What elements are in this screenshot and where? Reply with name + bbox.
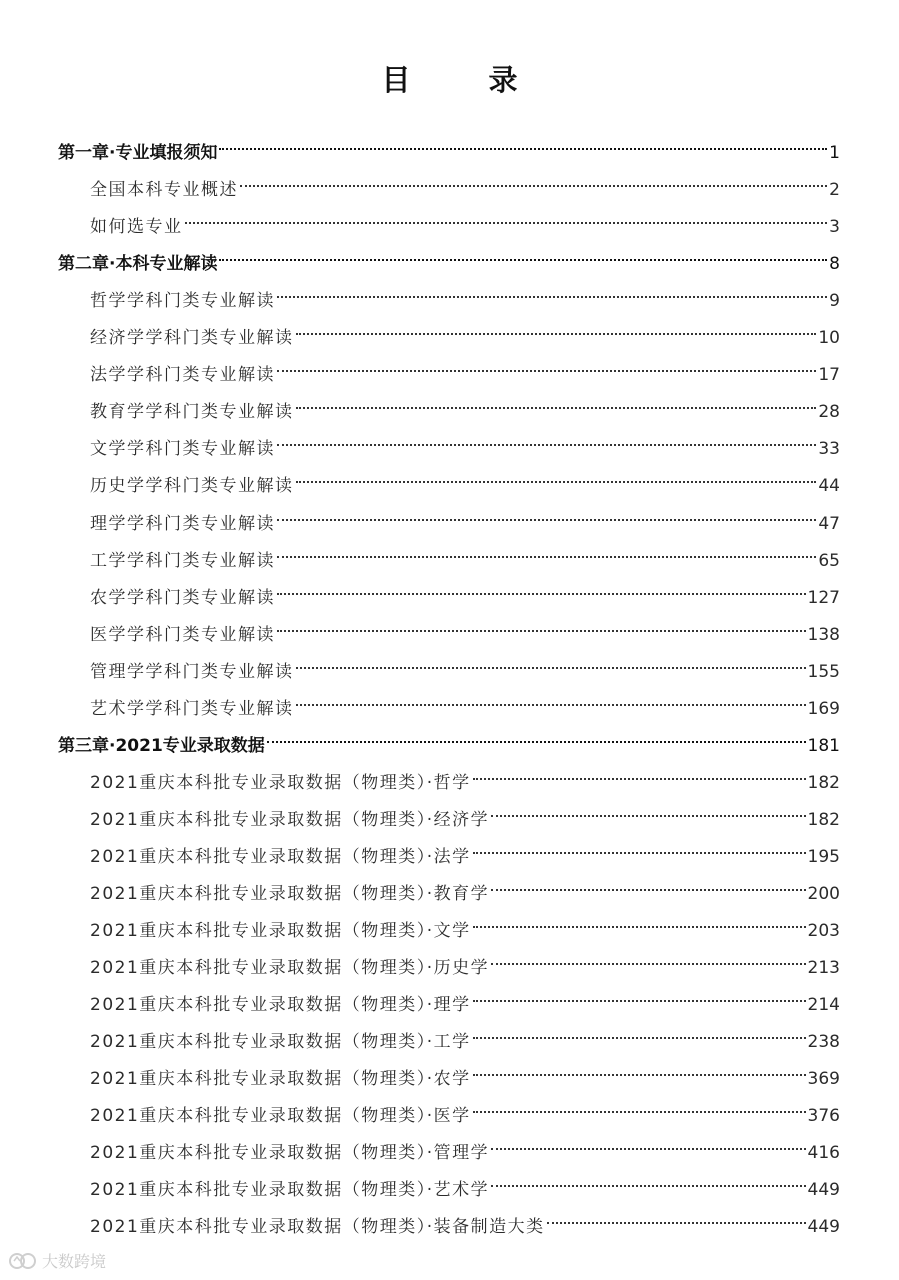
dot-leader	[277, 573, 806, 603]
toc-section-entry[interactable]	[90, 795, 840, 830]
section-label: 2021重庆本科批专业录取数据（物理类）·农学	[90, 1069, 471, 1090]
section-page-number: 17	[818, 365, 840, 386]
toc-section-entry[interactable]	[90, 869, 840, 904]
dot-leader	[473, 906, 806, 936]
section-label: 2021重庆本科批专业录取数据（物理类）·经济学	[90, 809, 490, 830]
section-page-number: 182	[807, 772, 840, 793]
section-page-number: 65	[818, 550, 840, 571]
toc-section-entry[interactable]	[90, 499, 840, 534]
section-page-number: 47	[818, 513, 840, 534]
chapter-page-number: 1	[829, 143, 840, 163]
dot-leader	[277, 424, 816, 454]
watermark-text: 大数跨境	[42, 1252, 107, 1271]
chapter-label: 第二章·本科专业解读	[58, 254, 218, 275]
toc-section-entry[interactable]	[90, 943, 840, 979]
section-label: 理学学科门类专业解读	[90, 513, 275, 534]
chapter-page-number: 8	[829, 254, 840, 275]
chapter-label: 第三章·2021专业录取数据	[58, 735, 265, 756]
dot-leader	[473, 1054, 806, 1084]
section-page-number: 127	[807, 587, 840, 608]
section-page-number: 3	[829, 217, 840, 238]
watermark-logo-icon	[8, 1251, 38, 1271]
dot-leader	[491, 869, 805, 899]
dot-leader	[296, 684, 806, 714]
toc-section-entry[interactable]	[90, 1128, 840, 1164]
toc-section-entry[interactable]	[90, 1054, 840, 1090]
section-label: 2021重庆本科批专业录取数据（物理类）·管理学	[90, 1143, 490, 1164]
toc-chapter-entry[interactable]	[58, 721, 840, 756]
chapter-page-number: 181	[807, 735, 840, 756]
section-page-number: 182	[807, 809, 840, 830]
section-page-number: 449	[807, 1217, 840, 1238]
section-label: 2021重庆本科批专业录取数据（物理类）·理学	[90, 995, 471, 1016]
toc-section-entry[interactable]	[90, 1202, 840, 1238]
dot-leader	[491, 943, 805, 973]
toc-section-entry[interactable]	[90, 758, 840, 793]
section-page-number: 449	[807, 1180, 840, 1201]
dot-leader	[473, 832, 806, 862]
dot-leader	[277, 499, 816, 529]
section-page-number: 214	[807, 995, 840, 1016]
toc-section-entry[interactable]	[90, 906, 840, 942]
toc-section-entry[interactable]	[90, 684, 840, 719]
section-page-number: 238	[807, 1032, 840, 1053]
dot-leader	[296, 313, 817, 343]
chapter-label: 第一章·专业填报须知	[58, 143, 218, 163]
toc-section-entry[interactable]	[90, 1017, 840, 1053]
section-page-number: 369	[807, 1069, 840, 1090]
toc-chapter-entry[interactable]	[58, 128, 840, 163]
toc-section-entry[interactable]	[90, 461, 840, 497]
toc-section-entry[interactable]	[90, 202, 840, 238]
section-label: 2021重庆本科批专业录取数据（物理类）·工学	[90, 1032, 471, 1053]
section-label: 2021重庆本科批专业录取数据（物理类）·历史学	[90, 958, 490, 979]
section-label: 历史学学科门类专业解读	[90, 476, 294, 497]
watermark	[8, 1249, 106, 1272]
dot-leader	[473, 980, 806, 1010]
section-page-number: 200	[807, 884, 840, 904]
dot-leader	[219, 239, 827, 269]
section-label: 医学学科门类专业解读	[90, 624, 275, 645]
section-page-number: 138	[807, 624, 840, 645]
section-page-number: 44	[818, 476, 840, 497]
dot-leader	[185, 202, 828, 232]
section-label: 如何选专业	[90, 217, 183, 238]
section-page-number: 213	[807, 958, 840, 979]
section-label: 法学学科门类专业解读	[90, 365, 275, 386]
toc-section-entry[interactable]	[90, 387, 840, 423]
section-label: 2021重庆本科批专业录取数据（物理类）·艺术学	[90, 1180, 490, 1201]
toc-section-entry[interactable]	[90, 424, 840, 460]
section-label: 文学学科门类专业解读	[90, 439, 275, 460]
section-page-number: 10	[818, 328, 840, 349]
toc-section-entry[interactable]	[90, 536, 840, 571]
section-label: 全国本科专业概述	[90, 180, 238, 201]
dot-leader	[547, 1202, 806, 1232]
section-label: 管理学学科门类专业解读	[90, 661, 294, 682]
toc-section-entry[interactable]	[90, 313, 840, 349]
section-label: 2021重庆本科批专业录取数据（物理类）·法学	[90, 846, 471, 867]
dot-leader	[277, 350, 816, 380]
section-page-number: 195	[807, 846, 840, 867]
section-label: 经济学学科门类专业解读	[90, 328, 294, 349]
section-label: 2021重庆本科批专业录取数据（物理类）·装备制造大类	[90, 1217, 545, 1238]
dot-leader	[296, 387, 817, 417]
toc-section-entry[interactable]	[90, 832, 840, 867]
section-page-number: 33	[818, 439, 840, 460]
dot-leader	[219, 128, 827, 158]
section-page-number: 376	[807, 1106, 840, 1127]
dot-leader	[473, 1091, 806, 1121]
section-page-number: 416	[807, 1143, 840, 1164]
dot-leader	[473, 758, 806, 788]
section-page-number: 2	[829, 180, 840, 201]
dot-leader	[491, 1128, 805, 1158]
toc-section-entry[interactable]	[90, 1165, 840, 1201]
section-label: 艺术学学科门类专业解读	[90, 698, 294, 719]
dot-leader	[491, 795, 805, 825]
toc-section-entry[interactable]	[90, 980, 840, 1016]
dot-leader	[277, 536, 816, 566]
section-label: 农学学科门类专业解读	[90, 587, 275, 608]
dot-leader	[277, 276, 827, 306]
page-title: 目 录	[381, 63, 552, 97]
dot-leader	[296, 647, 806, 677]
toc-section-entry[interactable]	[90, 573, 840, 608]
section-page-number: 203	[807, 921, 840, 942]
dot-leader	[240, 165, 827, 195]
section-label: 2021重庆本科批专业录取数据（物理类）·教育学	[90, 884, 490, 904]
section-label: 2021重庆本科批专业录取数据（物理类）·医学	[90, 1106, 471, 1127]
section-page-number: 9	[829, 291, 840, 312]
section-label: 2021重庆本科批专业录取数据（物理类）·哲学	[90, 772, 471, 793]
section-page-number: 155	[807, 661, 840, 682]
section-label: 教育学学科门类专业解读	[90, 402, 294, 423]
section-label: 工学学科门类专业解读	[90, 550, 275, 571]
toc-chapter-entry[interactable]	[58, 239, 840, 275]
dot-leader	[267, 721, 806, 751]
dot-leader	[277, 610, 806, 640]
toc-section-entry[interactable]	[90, 276, 840, 312]
section-label: 哲学学科门类专业解读	[90, 291, 275, 312]
dot-leader	[296, 461, 817, 491]
section-page-number: 169	[807, 698, 840, 719]
toc-section-entry[interactable]	[90, 165, 840, 201]
dot-leader	[473, 1017, 806, 1047]
section-page-number: 28	[818, 402, 840, 423]
toc-section-entry[interactable]	[90, 1091, 840, 1127]
dot-leader	[491, 1165, 805, 1195]
toc-section-entry[interactable]	[90, 647, 840, 682]
toc-section-entry[interactable]	[90, 350, 840, 386]
section-label: 2021重庆本科批专业录取数据（物理类）·文学	[90, 921, 471, 942]
toc-section-entry[interactable]	[90, 610, 840, 645]
